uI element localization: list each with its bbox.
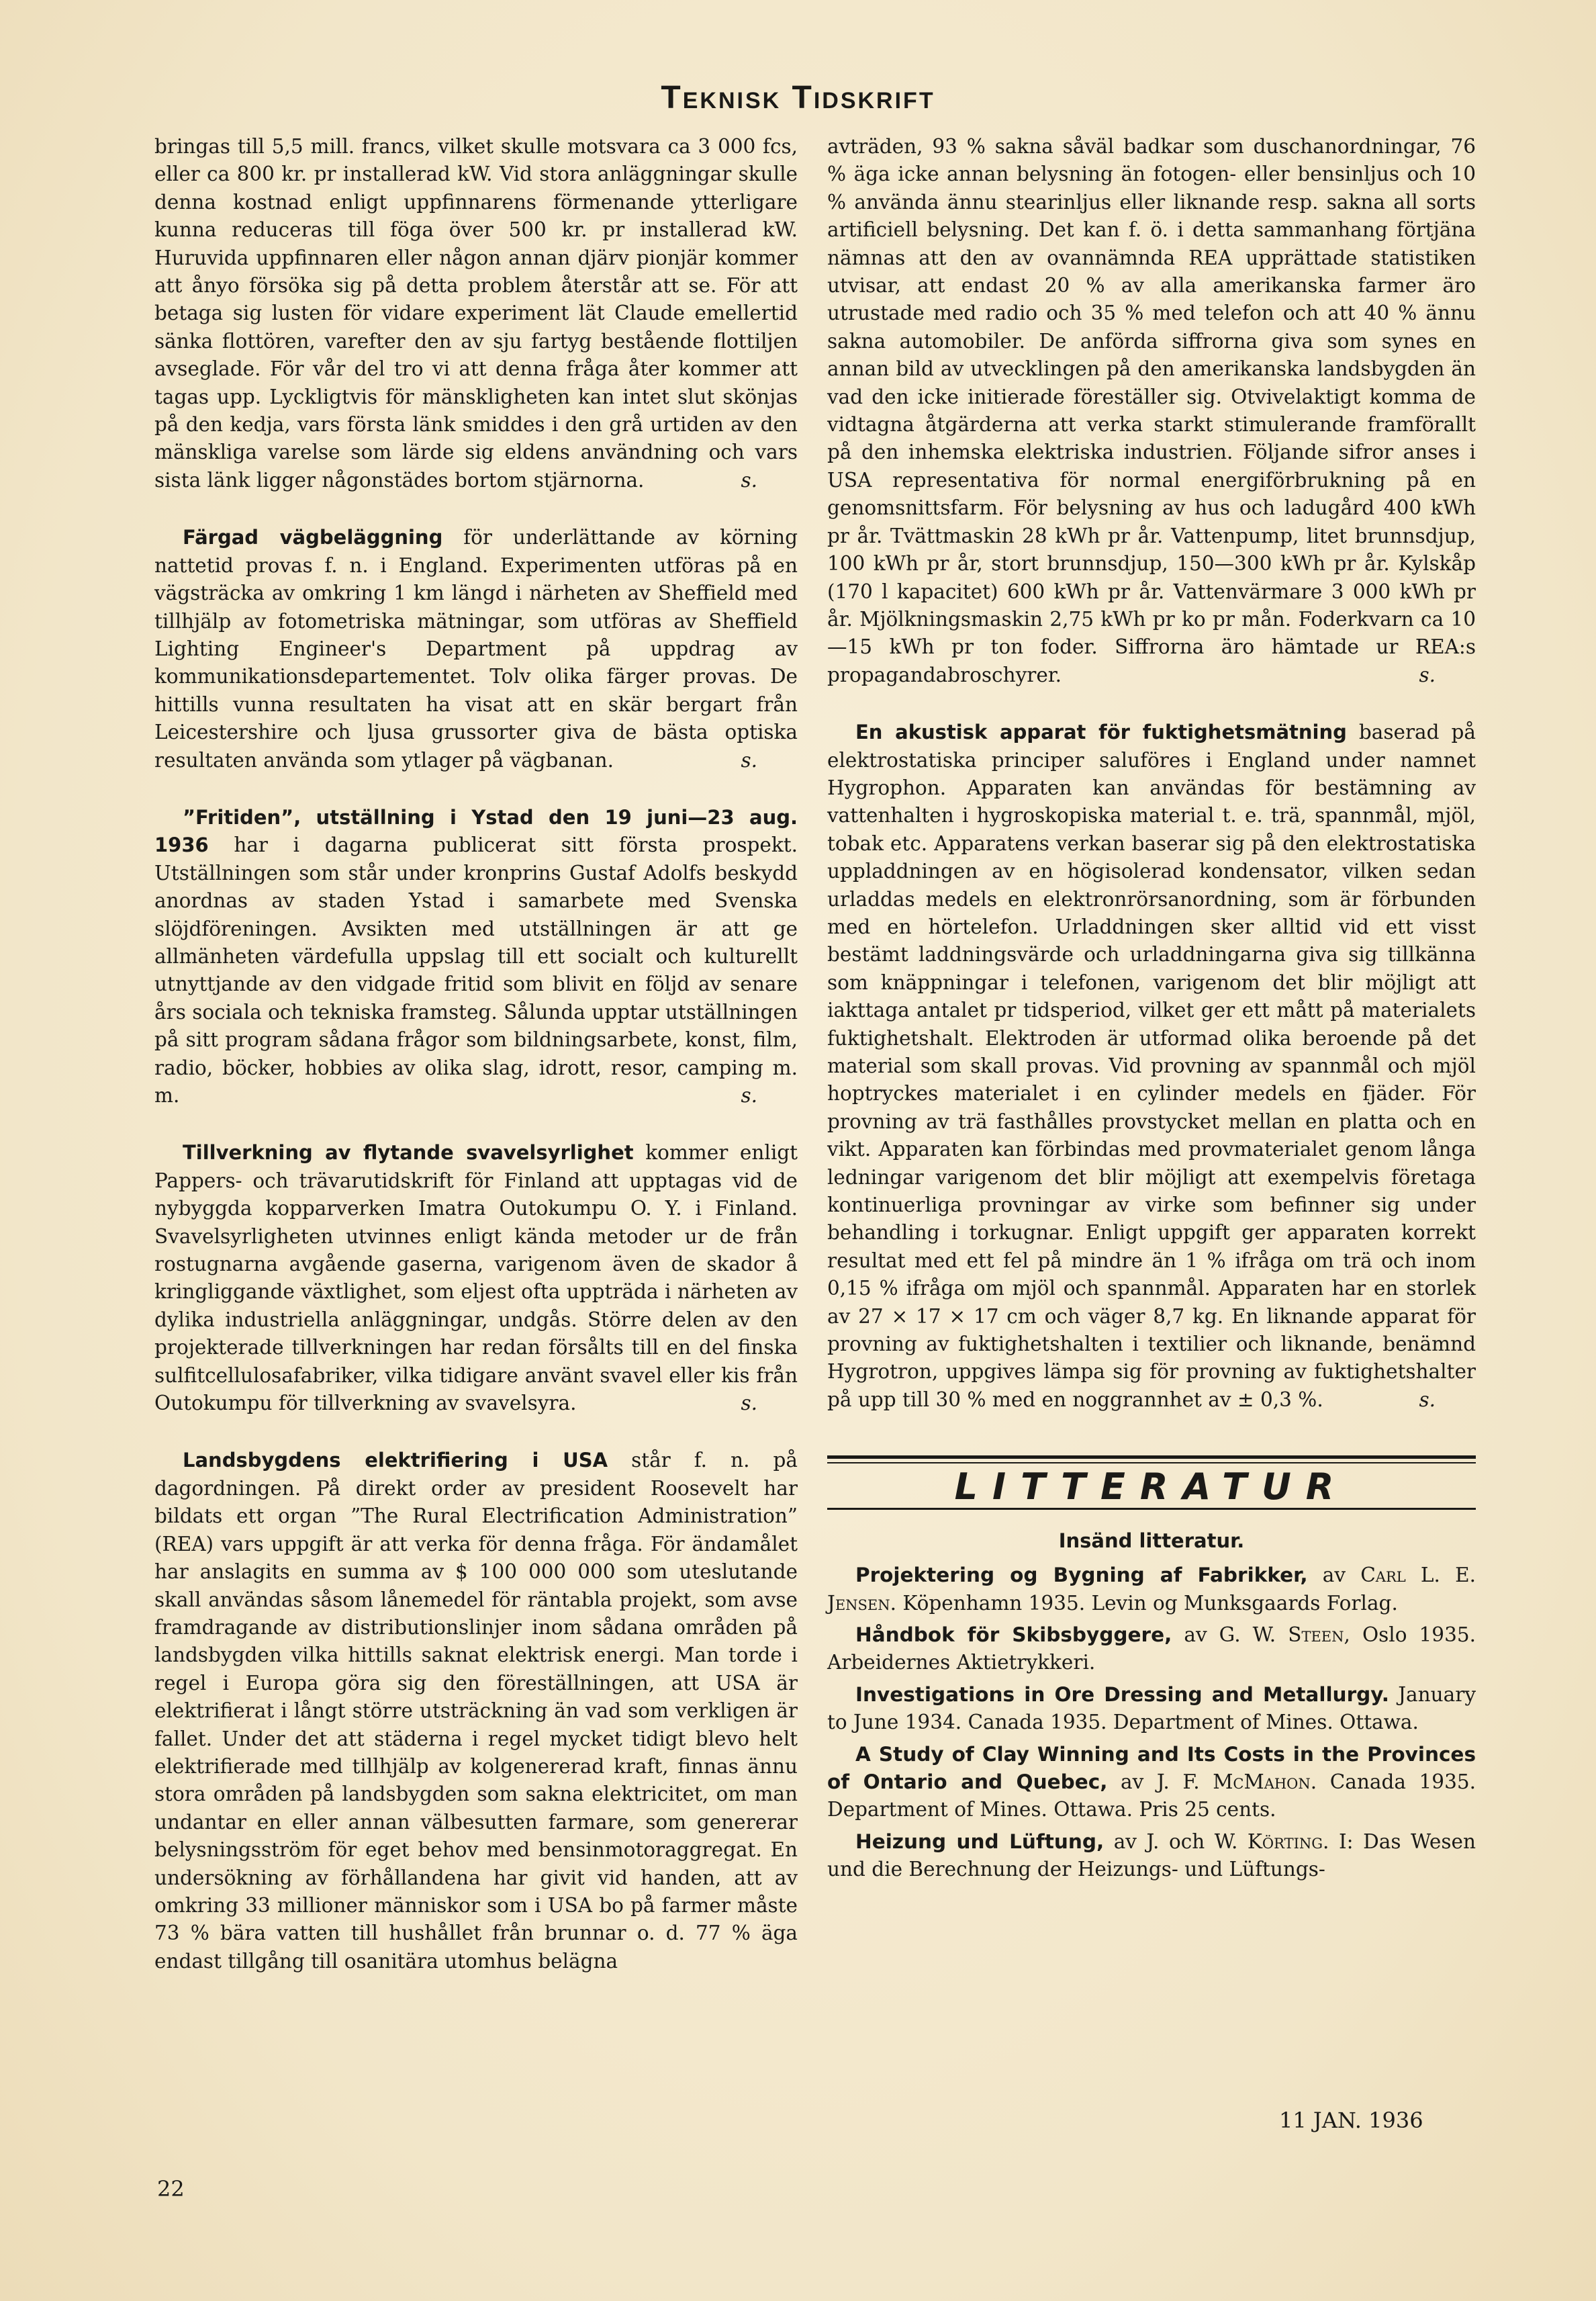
article-text: har i dagarna publicerat sitt första prospekt. Utställningen som står under kronprins Gustaf Adolfs beskydd anordnas av staden Ystad i samarbete med Svenska slöjdföreningen. Avsikten med utställningen är att ge allmänheten värdefulla uppslag till ett socialt och kulturellt utnyttjande av den vidgade fritid som blivit en följd av senare års sociala och tekniska framsteg. Sålunda upptar utställningen på sitt program sådana frågor som bildningsarbete, konst, film, radio, böcker, hobbies av olika slag, idrott, resor, camping m. m. (154, 833, 798, 1107)
entry-title: Projektering og Bygning af Fabrikker, (855, 1564, 1308, 1587)
article-heading: Tillverkning av flytande svavelsyrlighet (183, 1141, 634, 1165)
article-heading: Färgad vägbeläggning (183, 526, 443, 549)
article-fargad-vagbelaggning (154, 524, 798, 774)
literature-entry (827, 1828, 1476, 1884)
article-landsbygdens-elektrifiering (154, 1447, 798, 1975)
left-column (154, 133, 798, 2005)
article-heading: ”Fritiden”, utställning i Ystad den 19 juni—23 aug. 1936 (154, 805, 798, 857)
section-rule (827, 1455, 1476, 1463)
signature: s. (741, 1084, 757, 1107)
article-heading: En akustisk apparat för fuktighetsmätning (855, 721, 1347, 744)
article-text: kommer enligt Pappers- och trävarutidskrift för Finland att upptagas vid de nybyggda kopparverken Imatra Outokumpu O. Y. i Finland. Svavelsyrligheten utvinnes enligt kända metoder ur de från rostugnarna avgående gaserna, varigenom även de skador å kringliggande växtlighet, som eljest ofta uppträda i närheten av dylika industriella anläggningar, undgås. Större delen av den projekterade tillverkningen har redan försålts till en del finska sulfitcellulosafabriker, vilka tidigare använt svavel eller kis från Outokumpu för tillverkning av svavelsyra. (154, 1141, 798, 1415)
entry-author: McMahon (1213, 1770, 1311, 1793)
article-svavelsyrlighet (154, 1139, 798, 1417)
signature: s. (1419, 1388, 1436, 1411)
right-column (827, 133, 1476, 1888)
entry-text: . Köpenhamn 1935. Levin og Munksgaards Forlag. (890, 1591, 1398, 1615)
literature-entry (827, 1681, 1476, 1737)
entry-text: . Canada 1935. Department of Mines. Ottawa. Pris 25 cents. (827, 1770, 1476, 1821)
litteratur-section (827, 1455, 1476, 1883)
signature: s. (741, 748, 757, 772)
page-number: 22 (157, 2176, 185, 2202)
article-text: bringas till 5,5 mill. francs, vilket skulle motsvara ca 3 000 fcs, eller ca 800 kr. pr installerad kW. Vid stora anläggningar skulle denna kostnad enligt uppfinnarens förmenande ytterligare kunna reduceras till föga över 500 kr. pr installerad kW. Huruvida uppfinnaren eller någon annan djärv pionjär kommer att ånyo försöka sig på detta problem återstår att se. För att betaga sig lusten för vidare experiment lät Claude emellertid sänka flottören, varefter den av sju fartyg bestående flottiljen avseglade. För vår del tro vi att denna fråga åter kommer att tagas upp. Lyckligtvis för mänskligheten kan intet slut skönjas på den kedja, vars första länk smiddes i den grå urtiden av den mänskliga varelse som lärde sig eldens användning och vars sista länk ligger någonstädes bortom stjärnorna. (154, 135, 798, 492)
sub-heading: Insänd litteratur. (1058, 1529, 1245, 1552)
entry-text: av J. och W. (1104, 1830, 1248, 1853)
entry-text: . I: Das Wesen und die Berechnung der Heizungs- und Lüftungs- (827, 1830, 1476, 1881)
article-heading: Landsbygdens elektrifiering i USA (183, 1449, 608, 1472)
signature: s. (741, 468, 757, 492)
literature-entry (827, 1741, 1476, 1824)
article-fritiden (154, 804, 798, 1110)
article-akustisk-apparat (827, 719, 1476, 1414)
entry-author: Körting (1247, 1830, 1323, 1853)
section-title: LITTERATUR (954, 1465, 1349, 1508)
entry-title: Håndbok för Skibsbyggere, (855, 1623, 1172, 1646)
entry-title: A Study of Clay Winning and Its Costs in the Provinces of Ontario and Quebec, (827, 1742, 1476, 1793)
entry-text: , Oslo 1935. Arbeidernes Aktietrykkeri. (827, 1623, 1476, 1674)
entry-author: Steen (1288, 1623, 1344, 1646)
entry-title: Heizung und Lüftung, (855, 1830, 1105, 1853)
entry-title: Investigations in Ore Dressing and Metallurgy. (855, 1682, 1389, 1706)
article-text: avträden, 93 % sakna såväl badkar som duschanordningar, 76 % äga icke annan belysning än fotogen- eller bensinljus och 10 % använda ännu stearinljus eller liknande resp. sakna all sorts artificiell belysning. Det kan f. ö. i detta sammanhang förtjäna nämnas att den av ovannämnda REA upprättade statistiken utvisar, att endast 20 % av alla amerikanska farmer äro utrustade med radio och 35 % med telefon och att 40 % ännu sakna automobiler. De anförda siffrorna giva som synes en annan bild av utvecklingen på den amerikanska landsbygden än vad den icke initierade föreställer sig. Otvivelaktigt komma de vidtagna åtgärderna att verka starkt stimulerande framförallt på den inhemska elektriska industrien. Följande sifror anses i USA representativa för normal energiförbrukning på en genomsnittsfarm. För belysning av hus och ladugård 400 kWh pr år. Tvättmaskin 28 kWh pr år. Vattenpump, litet brunnsdjup, 100 kWh pr år, stort brunnsdjup, 150—300 kWh pr år. Kylskåp (170 l kapacitet) 600 kWh pr år. Vattenvärmare 3 000 kWh pr år. Mjölkningsmaskin 2,75 kWh pr ko pr mån. Foderkvarn ca 10—15 kWh pr ton foder. Siffrorna äro hämtade ur REA:s propagandabroschyrer. (827, 135, 1476, 686)
article-text: baserad på elektrostatiska principer saluföres i England under namnet Hygrophon. Apparaten kan användas för bestämning av vattenhalten i hygroskopiska material t. e. trä, spannmål, mjöl, tobak etc. Apparatens verkan baserar sig på den elektrostatiska uppladdningen av en högisolerad kondensator, vilken sedan urladdas medels en elektronrörsanordning, som är förbunden med en hörtelefon. Urladdningen sker alltid vid ett visst bestämt laddningsvärde och urladdningarna giva sig tillkänna som knäppningar i telefonen, varigenom det blir möjligt att iakttaga antalet pr tidsperiod, vilket ger ett mått på materialets fuktighetshalt. Elektroden är utformad olika beroende på det material som skall provas. Vid provning av spannmål och mjöl hoptryckes materialet i en cylinder medels en fjäder. För provning av trä fasthålles provstycket mellan en platta och en vikt. Apparaten kan förbindas med provmaterialet genom långa ledningar varigenom det blir möjligt att exempelvis företaga kontinuerliga provningar av virke som befinner sig under behandling i torkugnar. Enligt uppgift ger apparaten korrekt resultat med ett fel på mindre än 1 % ifråga om trä och inom 0,15 % ifråga om mjöl och spannmål. Apparaten har en storlek av 27 × 17 × 17 cm och väger 8,7 kg. En liknande apparat för provning av fuktighetshalten i textilier och liknande, benämnd Hygrotron, uppgives lämpa sig för provning av fuktighetshalter på upp till 30 % med en noggrannhet av ± 0,3 %. (827, 721, 1476, 1411)
literature-entry (827, 1621, 1476, 1677)
signature: s. (1419, 663, 1436, 686)
section-rule (827, 1508, 1476, 1510)
issue-date: 11 JAN. 1936 (1279, 2108, 1423, 2133)
article-text: står f. n. på dagordningen. På direkt order av president Roosevelt har bildats ett organ ”The Rural Electrification Administration” (REA) vars uppgift är att verka för denna fråga. För ändamålet har anslagits en summa av $ 100 000 000 som uteslutande skall användas såsom lånemedel för räntabla projekt, som avse framdragande av distributionslinjer inom sådana områden på landsbygden vilka hittills saknat elektrisk energi. Man torde i regel i Europa göra sig den föreställningen, att USA är elektrifierat i långt större utsträckning än vad som verkligen är fallet. Under det att städerna i regel mycket tidigt blevo helt elektrifierade med tillhjälp av kolgenererad kraft, finnas ännu stora områden på landsbygden som sakna elektricitet, om man undantar en eller annan välbesutten farmare, som genererar belysningsström för eget behov med bensinmotoraggregat. En undersökning av förhållandena har givit vid handen, att av omkring 33 millioner människor som i USA bo på farmer måste 73 % bära vatten till hushållet från brunnar o. d. 77 % äga endast tillgång till osanitära utomhus belägna (154, 1449, 798, 1973)
article-continuation (827, 133, 1476, 689)
entry-text: January to June 1934. Canada 1935. Department of Mines. Ottawa. (827, 1682, 1476, 1734)
literature-entry (827, 1562, 1476, 1617)
signature: s. (741, 1392, 757, 1415)
entry-text: av (1307, 1564, 1361, 1587)
entry-author: Carl L. E. Jensen (827, 1564, 1476, 1615)
article-text: för underlättande av körning nattetid provas f. n. i England. Experimenten utföras på en vägsträcka av omkring 1 km längd i närheten av Sheffield med tillhjälp av fotometriska mätningar, som utföras av Sheffield Lighting Engineer's Department på uppdrag av kommunikationsdepartementet. Tolv olika färger provas. De hittills vunna resultaten ha visat att en skär bergart från Leicestershire och ljusa grussorter giva de bästa optiska resultaten använda som ytlager på vägbanan. (154, 526, 798, 772)
entry-text: av J. F. (1107, 1770, 1213, 1793)
article-continuation (154, 133, 798, 494)
entry-text: av G. W. (1172, 1623, 1288, 1646)
masthead: Teknisk Tidskrift (661, 80, 935, 116)
